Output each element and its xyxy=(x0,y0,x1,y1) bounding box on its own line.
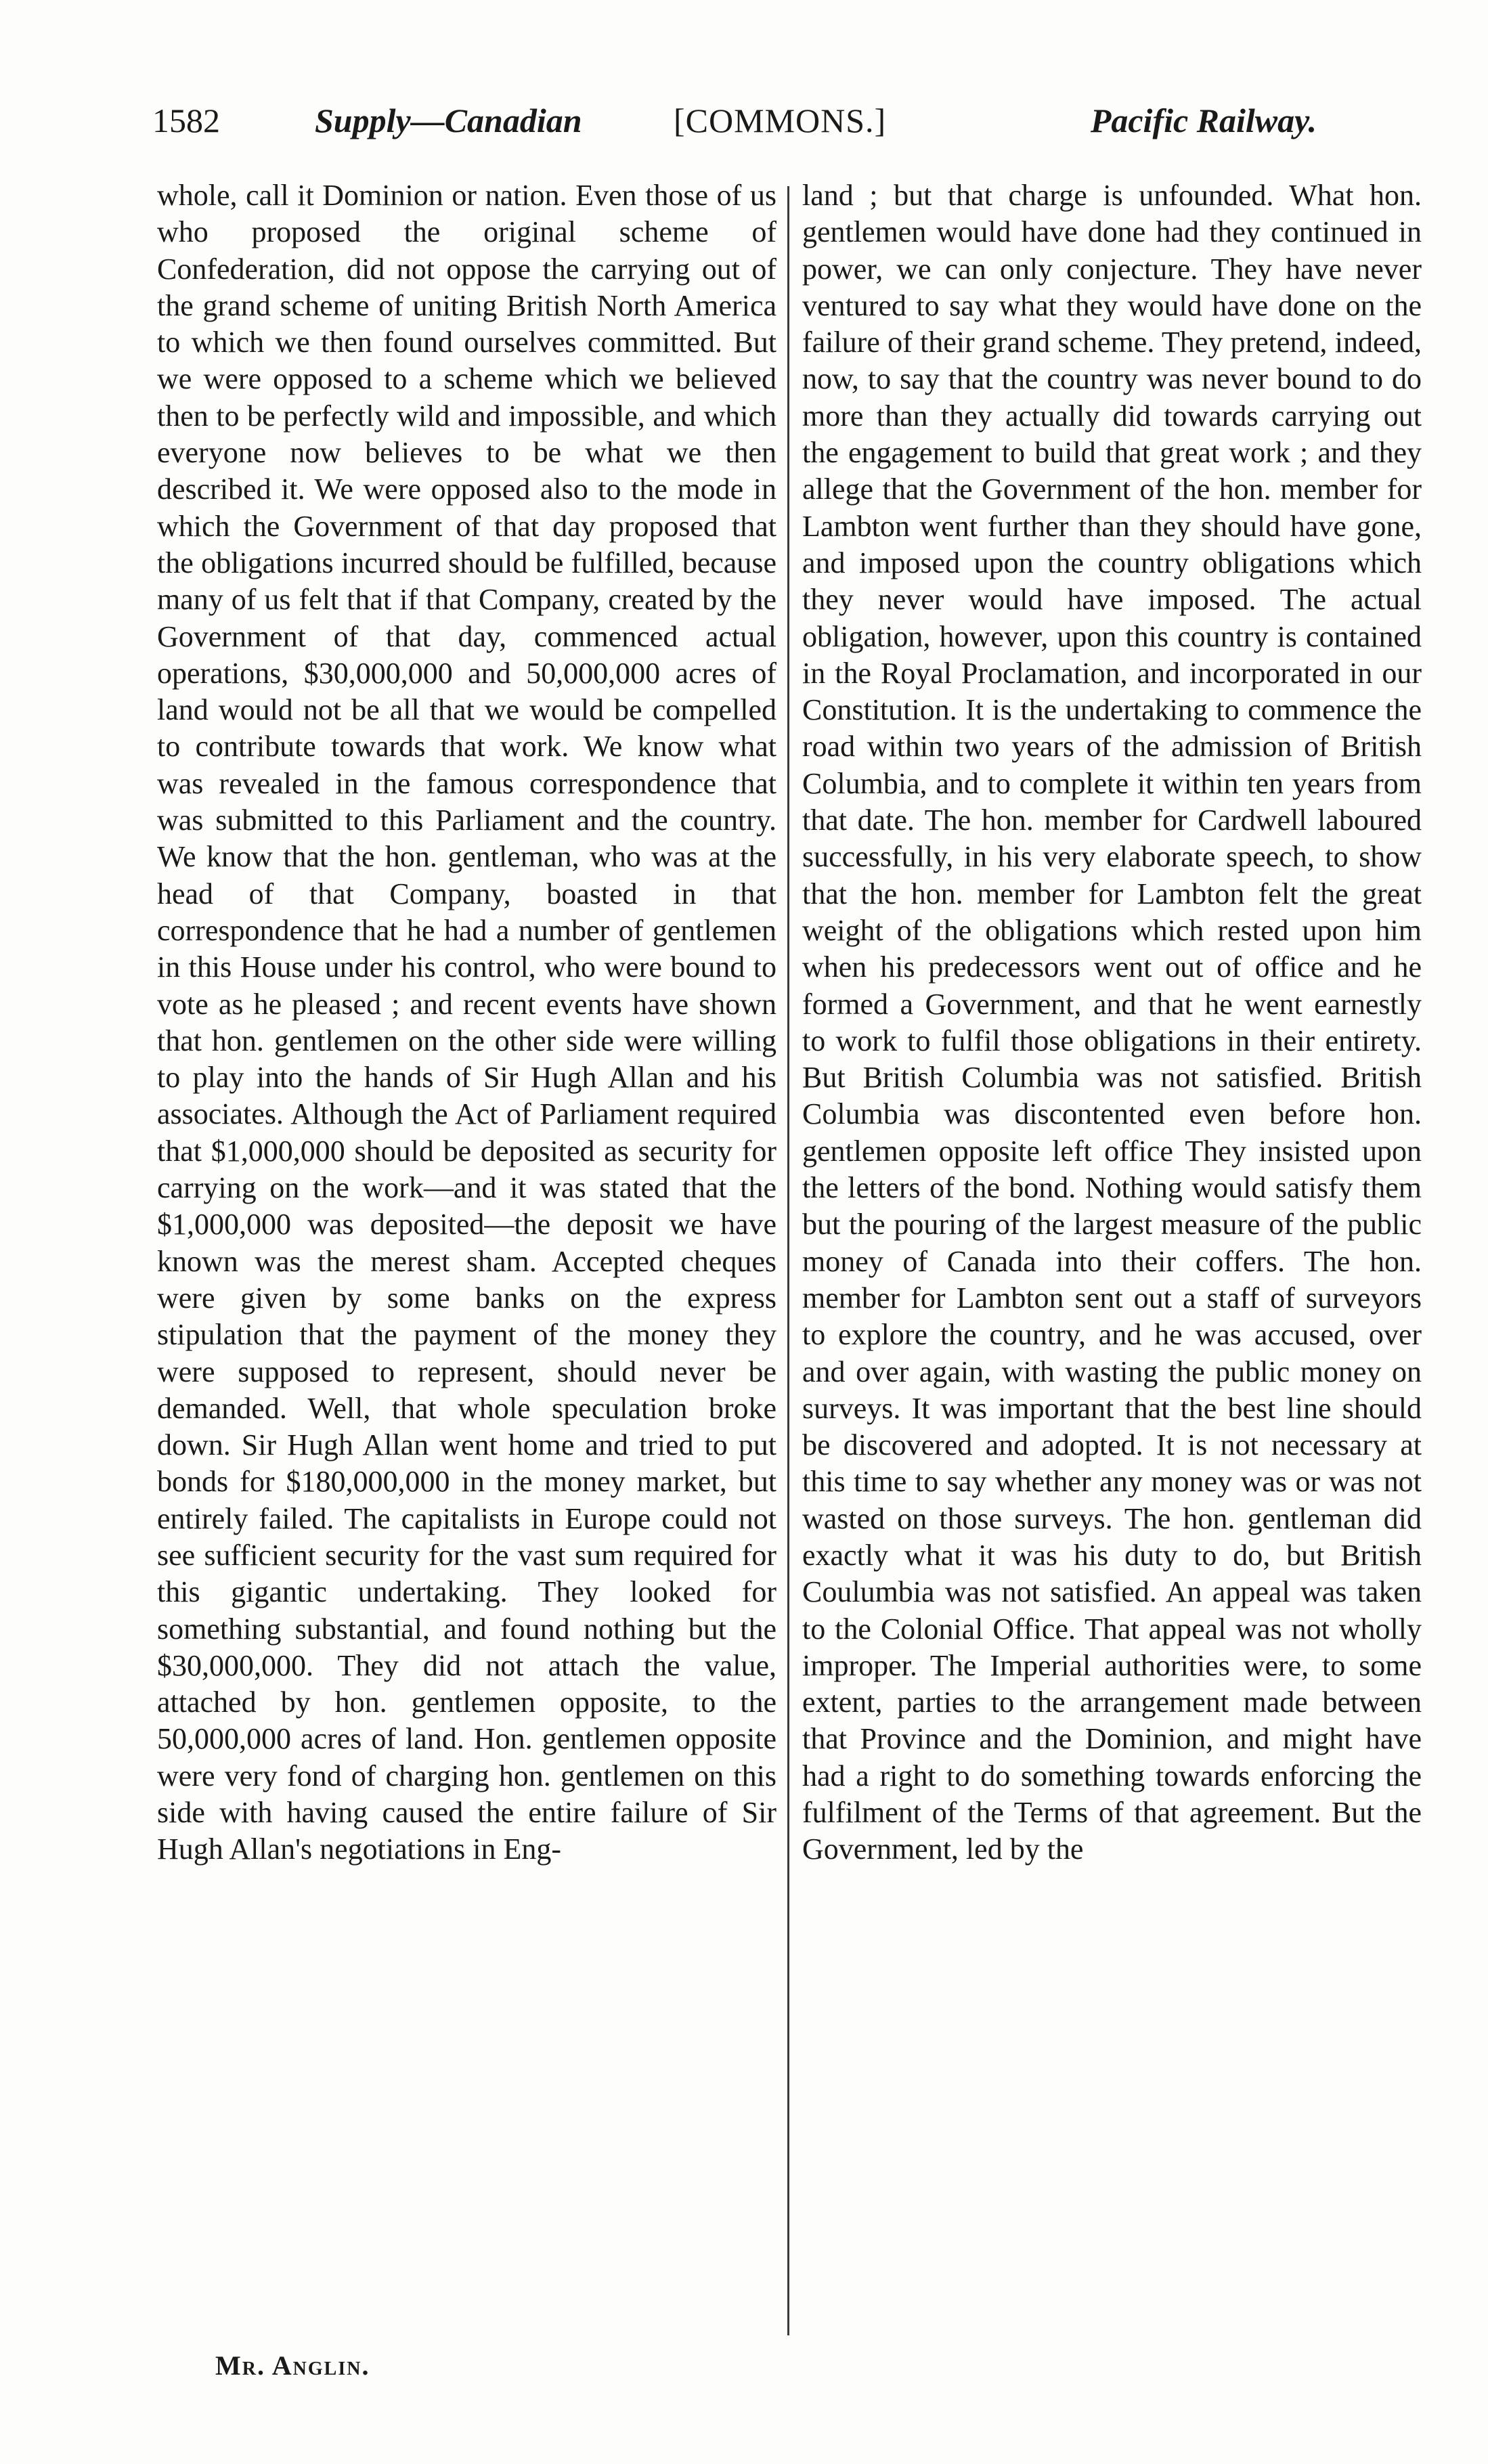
column-right-text: land ; but that charge is unfounded. What hon. gentlemen would have done had they continued in power, we can only conjecture. They have never ventured to say what they would have done on the failure of their grand scheme. They pretend, indeed, now, to say that the country was never bound to do more than they actually did towards carrying out the engagement to build that great work ; and they allege that the Government of the hon. member for Lambton went further than they should have gone, and imposed upon the country obligations which they never would have imposed. The actual obligation, however, upon this country is contained in the Royal Proclamation, and incorporated in our Constitution. It is the undertaking to commence the road within two years of the admission of British Columbia, and to complete it within ten years from that date. The hon. member for Cardwell laboured successfully, in his very elaborate speech, to show that the hon. member for Lambton felt the great weight of the obligations which rested upon him when his predecessors went out of office and he formed a Government, and that he went earnestly to work to fulfil those obligations in their entirety. But British Columbia was not satisfied. British Columbia was discontented even before hon. gentlemen opposite left office They insisted upon the letters of the bond. Nothing would satisfy them but the pouring of the largest measure of the public money of Canada into their coffers. The hon. member for Lambton sent out a staff of surveyors to explore the country, and he was accused, over and over again, with wasting the public money on surveys. It was important that the best line should be discovered and adopted. It is not necessary at this time to say whether any money was or was not wasted on those surveys. The hon. gentleman did exactly what it was his duty to do, but British Coulumbia was not satisfied. An appeal was taken to the Colonial Office. That appeal was not wholly improper. The Imperial authorities were, to some extent, parties to the arrangement made between that Province and the Dominion, and might have had a right to do something towards enforcing the fulfilment of the Terms of that agreement. But the Government, led by the xyxy=(802,179,1422,1866)
page-header xyxy=(152,93,1317,148)
speaker-footer: Mr. Anglin. xyxy=(215,2350,370,2381)
text-column-left xyxy=(157,177,776,1868)
text-column-right xyxy=(802,177,1422,1868)
running-title-right: Pacific Railway. xyxy=(1090,102,1317,139)
running-title-left: Supply—Canadian xyxy=(315,102,582,139)
page-number: 1582 xyxy=(152,102,220,139)
running-title-center: [COMMONS.] xyxy=(674,102,887,139)
column-divider xyxy=(787,186,789,2335)
column-left-text: whole, call it Dominion or nation. Even those of us who proposed the original scheme of Confederation, did not oppose the carrying out of the grand scheme of uniting British North America to which we then found ourselves committed. But we were opposed to a scheme which we believed then to be perfectly wild and impossible, and which everyone now believes to be what we then described it. We were opposed also to the mode in which the Government of that day proposed that the obligations incurred should be fulfilled, because many of us felt that if that Company, created by the Government of that day, commenced actual operations, $30,000,000 and 50,000,000 acres of land would not be all that we would be compelled to contribute towards that work. We know what was revealed in the famous correspondence that was submitted to this Parliament and the country. We know that the hon. gentleman, who was at the head of that Company, boasted in that correspondence that he had a number of gentlemen in this House under his control, who were bound to vote as he pleased ; and recent events have shown that hon. gentlemen on the other side were willing to play into the hands of Sir Hugh Allan and his associates. Although the Act of Parliament required that $1,000,000 should be deposited as security for carrying on the work—and it was stated that the $1,000,000 was deposited—the deposit we have known was the merest sham. Accepted cheques were given by some banks on the express stipulation that the payment of the money they were supposed to represent, should never be demanded. Well, that whole speculation broke down. Sir Hugh Allan went home and tried to put bonds for $180,000,000 in the money market, but entirely failed. The capitalists in Europe could not see sufficient security for the vast sum required for this gigantic undertaking. They looked for something substantial, and found nothing but the $30,000,000. They did not attach the value, attached by hon. gentlemen opposite, to the 50,000,000 acres of land. Hon. gentlemen opposite were very fond of charging hon. gentlemen on this side with having caused the entire failure of Sir Hugh Allan's negotiations in Eng- xyxy=(157,179,776,1866)
